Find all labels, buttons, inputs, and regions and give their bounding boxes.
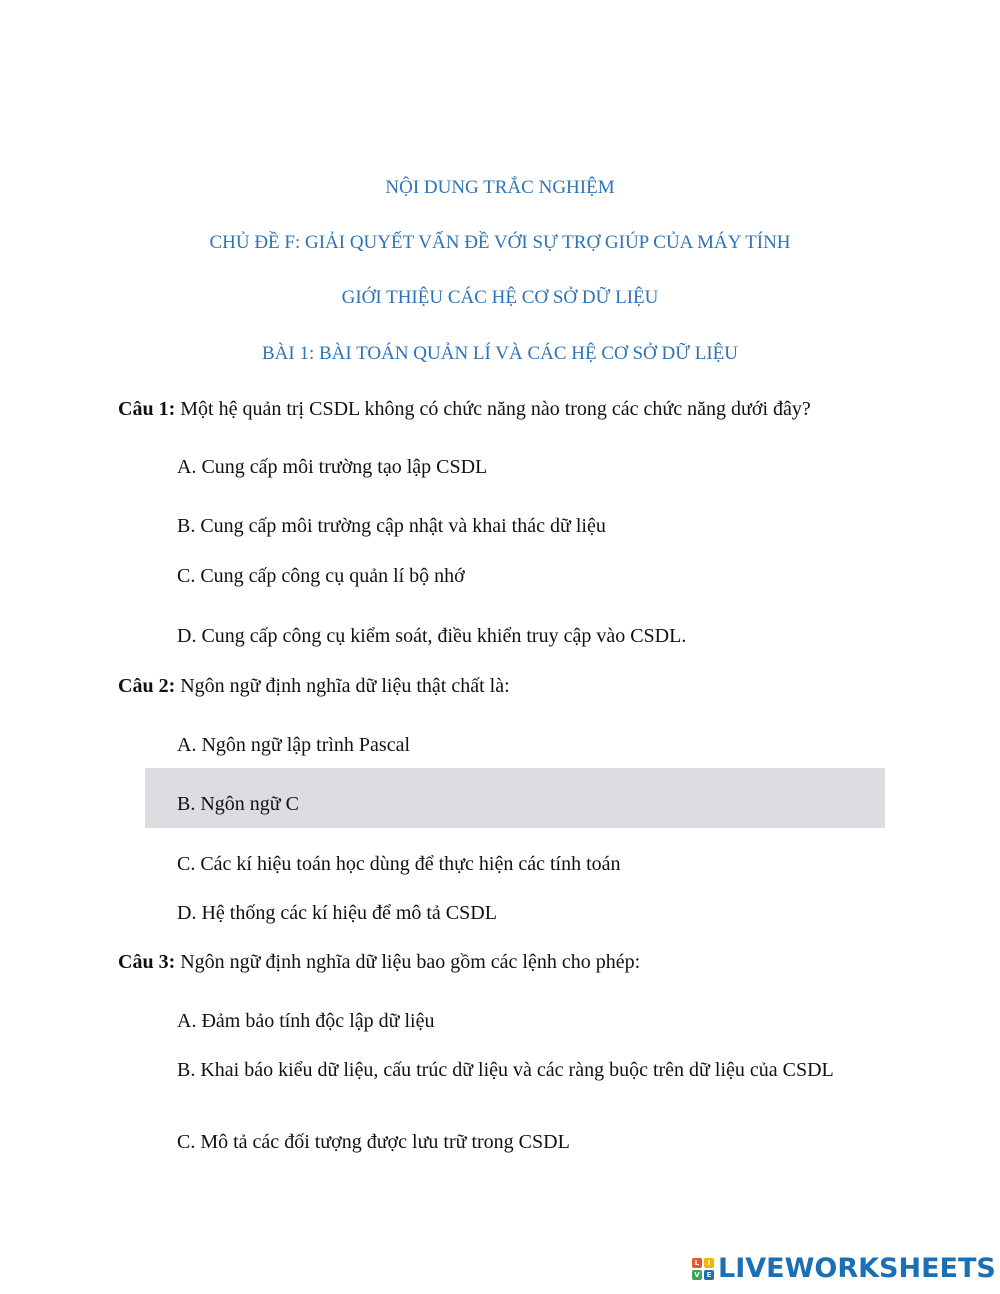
question-2-text: Ngôn ngữ định nghĩa dữ liệu thật chất là: [175, 675, 510, 697]
question-2-option-c[interactable]: C. Các kí hiệu toán học dùng để thực hiện các tính toán [177, 853, 621, 875]
question-2-option-d[interactable]: D. Hệ thống các kí hiệu để mô tả CSDL [177, 902, 497, 924]
question-1-option-c[interactable]: C. Cung cấp công cụ quản lí bộ nhớ [177, 565, 465, 587]
worksheet-title: NỘI DUNG TRẮC NGHIỆM [385, 177, 615, 198]
question-1-label: Câu 1: [118, 398, 176, 420]
logo-mark-letter: L [692, 1258, 702, 1268]
question-1-option-d[interactable]: D. Cung cấp công cụ kiểm soát, điều khiển truy cập vào CSDL. [177, 625, 687, 647]
question-3-option-b[interactable]: B. Khai báo kiểu dữ liệu, cấu trúc dữ liệu và các ràng buộc trên dữ liệu của CSDL [177, 1059, 834, 1081]
question-1 [118, 397, 811, 421]
lesson-heading: BÀI 1: BÀI TOÁN QUẢN LÍ VÀ CÁC HỆ CƠ SỞ DỮ LIỆU [261, 343, 739, 364]
question-3-label: Câu 3: [118, 951, 176, 973]
question-2-option-b[interactable]: B. Ngôn ngữ C [177, 793, 299, 815]
question-2-option-a[interactable]: A. Ngôn ngữ lập trình Pascal [177, 734, 411, 756]
logo-mark-letter: V [692, 1270, 702, 1280]
section-heading: GIỚI THIỆU CÁC HỆ CƠ SỞ DỮ LIỆU [341, 287, 659, 308]
question-3-text: Ngôn ngữ định nghĩa dữ liệu bao gồm các lệnh cho phép: [175, 951, 641, 973]
logo-mark-letter: I [704, 1258, 714, 1268]
liveworksheets-logo [692, 1253, 996, 1285]
question-3 [118, 950, 640, 974]
logo-text: LIVEWORKSHEETS [718, 1253, 996, 1284]
topic-heading: CHỦ ĐỀ F: GIẢI QUYẾT VẤN ĐỀ VỚI SỰ TRỢ GIÚP CỦA MÁY TÍNH [209, 232, 791, 253]
logo-mark-icon [692, 1258, 714, 1280]
question-2 [118, 674, 510, 698]
question-3-option-c[interactable]: C. Mô tả các đối tượng được lưu trữ trong CSDL [177, 1131, 570, 1153]
question-1-option-b[interactable]: B. Cung cấp môi trường cập nhật và khai thác dữ liệu [177, 515, 606, 537]
question-1-text: Một hệ quản trị CSDL không có chức năng nào trong các chức năng dưới đây? [175, 398, 811, 420]
logo-mark-letter: E [704, 1270, 714, 1280]
question-3-option-a[interactable]: A. Đảm bảo tính độc lập dữ liệu [177, 1010, 435, 1032]
question-2-label: Câu 2: [118, 675, 176, 697]
question-1-option-a[interactable]: A. Cung cấp môi trường tạo lập CSDL [177, 456, 488, 478]
